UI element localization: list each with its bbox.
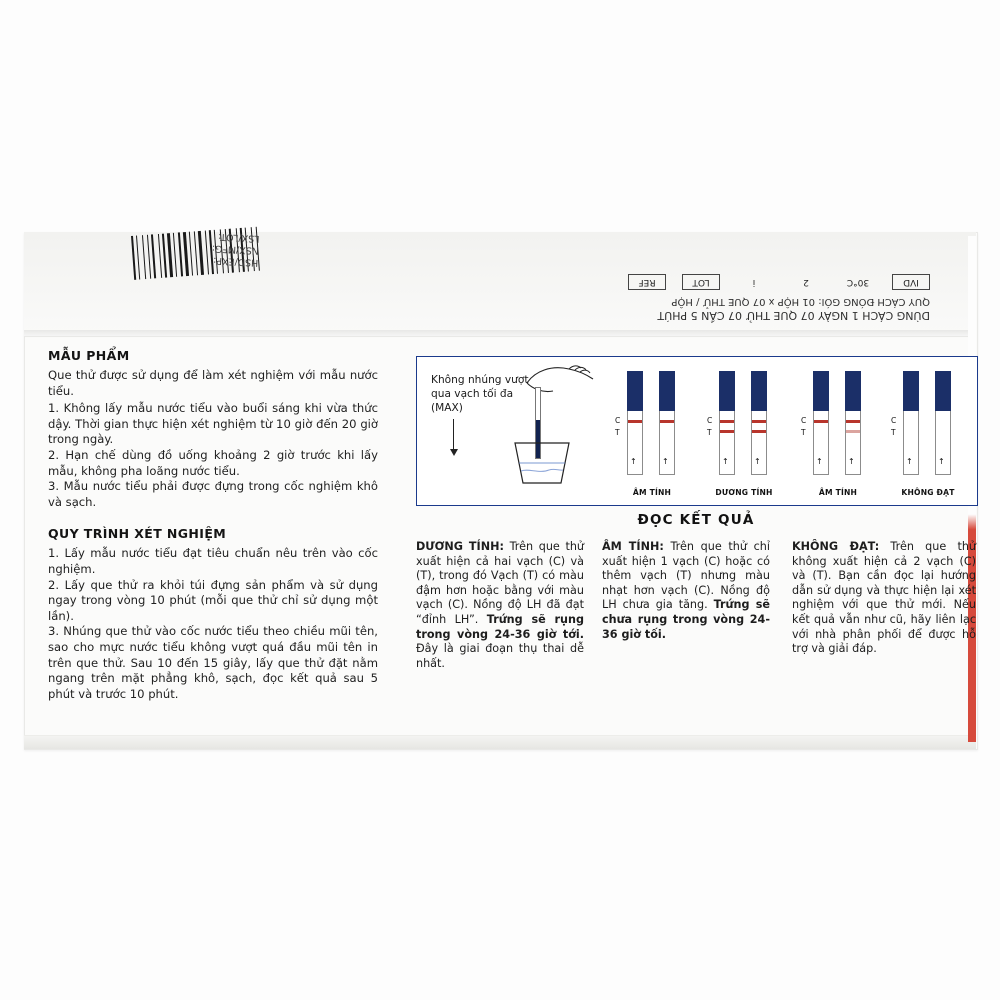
- t-label: T: [707, 428, 712, 437]
- arrow-icon: ↑: [816, 457, 823, 466]
- lot-symbol: LOT: [682, 274, 720, 290]
- lid-subline: QUY CÁCH ĐÓNG GÓI: 01 HỘP x 07 QUE THỬ / HỘP: [671, 296, 930, 307]
- c-label: C: [891, 416, 897, 425]
- arrow-icon: ↑: [722, 457, 729, 466]
- temperature-symbol: 30°C: [846, 277, 870, 287]
- strip-group-negative-1: [613, 371, 691, 495]
- test-line: [752, 430, 766, 433]
- strip-cap: [627, 371, 643, 411]
- lid-headline: DÙNG CÁCH 1 NGÀY 07 QUE THỬ 07 CẦN 5 PHÚT: [657, 309, 930, 322]
- result-bold-negative: Trứng sẽ chưa rụng trong vòng 24-36 giờ tối.: [602, 598, 770, 641]
- sample-item-1: 1. Không lấy mẫu nước tiểu vào buổi sáng khi vừa thức dậy. Thời gian thực hiện xét nghiệm từ 10 giờ đến 20 giờ trong ngày.: [48, 401, 378, 447]
- strip-cap: [813, 371, 829, 411]
- control-line: [752, 420, 766, 423]
- regulatory-symbols: [628, 274, 930, 290]
- code-lot: LSX/LOT:: [217, 230, 260, 245]
- procedure-item-3: 3. Nhúng que thử vào cốc nước tiểu theo chiều mũi tên, sao cho mực nước tiểu không vượt quá đầu mũi tên in trên que thử. Sau 10 đến 15 giây, lấy que thử đặt nằm ngang trên mặt phẳng khô, sạch, đọc kết quả sau 5 phút và trước 10 phút.: [48, 624, 378, 701]
- sample-section-title: MẪU PHẨM: [48, 348, 130, 363]
- result-column-positive: [416, 540, 584, 671]
- result-text-positive: Trên que thử xuất hiện cả hai vạch (C) và (T), trong đó Vạch (T) có màu đậm hơn hoặc bằng với màu vạch (C). Nồng độ LH đã đạt “đỉnh LH”.: [416, 540, 585, 626]
- sample-intro: Que thử được sử dụng để làm xét nghiệm với mẫu nước tiểu.: [48, 368, 378, 398]
- procedure-item-1: 1. Lấy mẫu nước tiểu đạt tiêu chuẩn nêu trên vào cốc nghiệm.: [48, 546, 378, 576]
- result-column-negative: [602, 540, 770, 642]
- result-text-invalid: Trên que thử không xuất hiện cả 2 vạch (C) và (T). Bạn cần đọc lại hướng dẫn sử dụng và thực hiện lại xét nghiệm với que thử mới. Nếu kết quả vẫn như cũ, hãy liên lạc với nhà phân phối để được hỗ trợ và giải đáp.: [792, 540, 977, 656]
- strip-caption: KHÔNG ĐẠT: [901, 488, 955, 497]
- result-label-negative: ÂM TÍNH:: [602, 540, 664, 553]
- instructions-symbol: i: [752, 277, 756, 287]
- t-label: T: [891, 428, 896, 437]
- arrow-icon: ↑: [754, 457, 761, 466]
- results-title: ĐỌC KẾT QUẢ: [637, 512, 755, 528]
- t-label: T: [615, 428, 620, 437]
- urine-cup-icon: [509, 441, 575, 485]
- strip-cap: [659, 371, 675, 411]
- strip-caption: ÂM TÍNH: [818, 488, 858, 497]
- control-line: [660, 420, 674, 423]
- strip-caption: DƯƠNG TÍNH: [715, 488, 773, 497]
- c-label: C: [801, 416, 807, 425]
- result-tail-positive: Đây là giai đoạn thụ thai dễ nhất.: [416, 642, 584, 670]
- control-line: [814, 420, 828, 423]
- strip-group-invalid: [889, 371, 967, 495]
- procedure-section-title: QUY TRÌNH XÉT NGHIỆM: [48, 526, 227, 542]
- control-line: [846, 420, 860, 423]
- sample-item-2: 2. Hạn chế dùng đồ uống khoảng 2 giờ trước khi lấy mẫu, không pha loãng nước tiểu.: [48, 447, 378, 478]
- strip-cap: [903, 371, 919, 411]
- c-label: C: [615, 416, 621, 425]
- result-column-invalid: [792, 540, 976, 657]
- control-line: [720, 420, 734, 423]
- sample-item-3: 3. Mẫu nước tiểu phải được đựng trong cốc nghiệm khô và sạch.: [48, 479, 378, 509]
- strip-caption: ÂM TÍNH: [632, 488, 672, 497]
- procedure-item-2: 2. Lấy que thử ra khỏi túi đựng sản phẩm và sử dụng ngay trong vòng 10 phút (mỗi que thử chỉ sử dụng một lần).: [48, 577, 378, 623]
- dip-direction-arrow: [453, 419, 454, 453]
- arrow-icon: ↑: [848, 457, 855, 466]
- strip-cap: [845, 371, 861, 411]
- result-bold-positive: Trứng sẽ rụng trong vòng 24-36 giờ tới.: [416, 612, 584, 641]
- ref-symbol: REF: [628, 274, 666, 290]
- strip-cap: [751, 371, 767, 411]
- box-fold-shadow: [24, 330, 976, 338]
- test-line-faint: [846, 430, 860, 433]
- strip-group-positive: [705, 371, 783, 495]
- result-label-invalid: KHÔNG ĐẠT:: [792, 540, 880, 553]
- code-mfg: NSX/MFG:: [211, 242, 260, 257]
- ivd-symbol: IVD: [892, 274, 930, 290]
- code-exp: HSD/EXP:: [212, 254, 259, 268]
- arrow-icon: ↑: [662, 457, 669, 466]
- arrow-icon: ↑: [938, 457, 945, 466]
- box-bottom-edge: [24, 735, 976, 749]
- result-label-positive: DƯƠNG TÍNH:: [416, 540, 504, 553]
- lid-headline-block: [410, 295, 930, 322]
- test-line: [720, 430, 734, 433]
- instructions-panel: [24, 340, 976, 736]
- arrow-icon: ↑: [906, 457, 913, 466]
- strip-cap: [719, 371, 735, 411]
- c-label: C: [707, 416, 713, 425]
- do-not-reuse-symbol: 2: [803, 277, 809, 287]
- illustration-box: [416, 356, 978, 506]
- left-text-column: [48, 348, 378, 702]
- result-text-negative: Trên que thử chỉ xuất hiện 1 vạch (C) hoặc có thêm vạch (T) nhưng màu nhạt hơn vạch (C). Nồng độ LH chưa gia tăng.: [602, 540, 770, 612]
- arrow-icon: ↑: [630, 457, 637, 466]
- control-line: [628, 420, 642, 423]
- lot-codes-block: [211, 230, 260, 268]
- strip-cap: [935, 371, 951, 411]
- max-line-note: Không nhúng vượt qua vạch tối đa (MAX): [431, 374, 529, 414]
- t-label: T: [801, 428, 806, 437]
- strip-group-negative-2: [799, 371, 877, 495]
